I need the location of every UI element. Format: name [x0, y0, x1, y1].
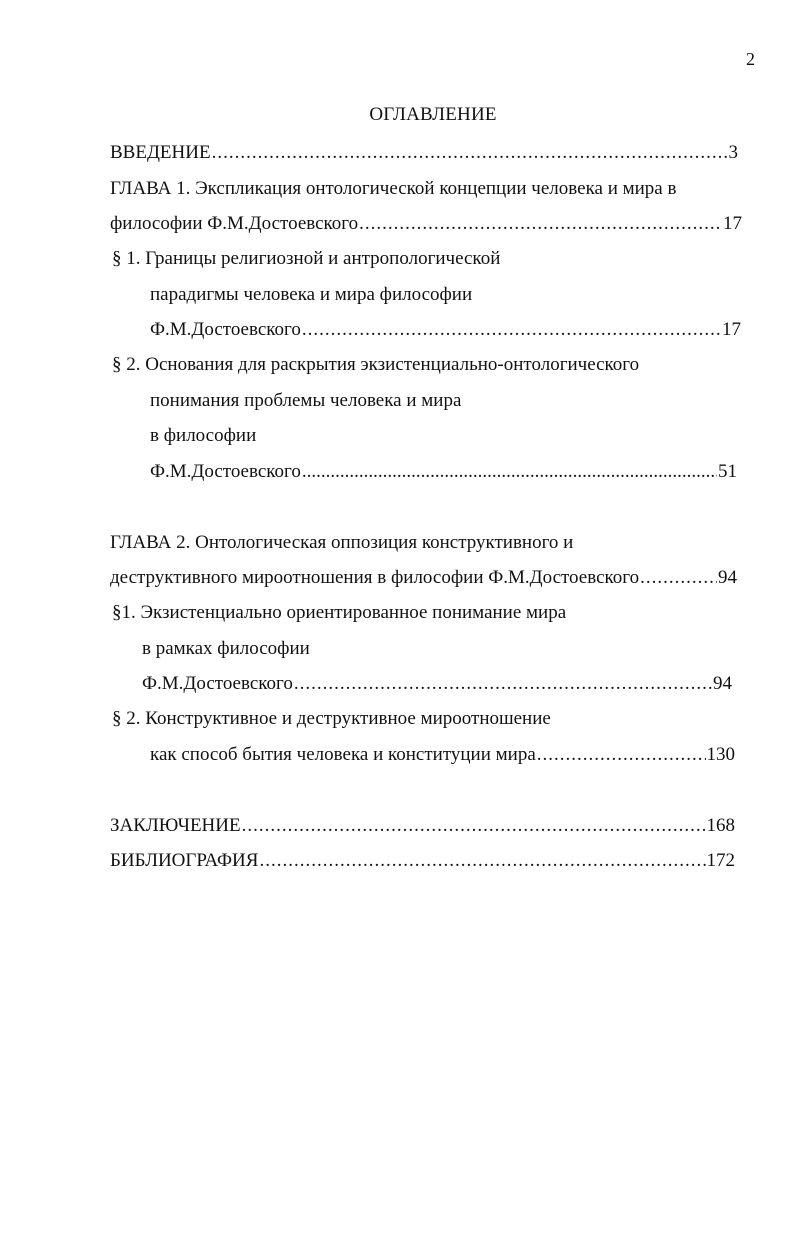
- toc-entry-label: Ф.М.Достоевского: [150, 461, 301, 482]
- toc-page-number: 172: [706, 850, 735, 871]
- leader-dots: [302, 317, 721, 343]
- toc-section-1-1-line2: парадигмы человека и мира философии: [150, 284, 473, 305]
- page-number: 2: [746, 49, 755, 69]
- toc-entry-chapter-1: [110, 211, 742, 237]
- toc-entry-label: Ф.М.Достоевского: [150, 319, 301, 340]
- toc-entry-bibliography: [110, 848, 735, 874]
- toc-section-2-2-line1: § 2. Конструктивное и деструктивное мироотношение: [112, 708, 551, 729]
- toc-section-1-2-line1: § 2. Основания для раскрытия экзистенциально-онтологического: [112, 354, 640, 375]
- toc-entry-section-1-2: [150, 459, 737, 485]
- toc-page-number: 17: [722, 319, 741, 340]
- leader-dots: [640, 565, 717, 591]
- toc-entry-label: БИБЛИОГРАФИЯ: [110, 850, 259, 871]
- toc-entry-label: ВВЕДЕНИЕ: [110, 142, 211, 163]
- toc-section-1-2-line3: в философии: [150, 425, 257, 446]
- toc-page-number: 130: [706, 744, 735, 765]
- toc-section-1-2-line2: понимания проблемы человека и мира: [150, 390, 462, 411]
- toc-page-number: 94: [713, 673, 732, 694]
- toc-section-2-1-line2: в рамках философии: [142, 638, 310, 659]
- toc-chapter-2-title: ГЛАВА 2. Онтологическая оппозиция конструктивного и: [110, 532, 574, 553]
- toc-entry-section-2-2: [150, 742, 735, 768]
- toc-entry-section-2-1: [142, 671, 732, 697]
- toc-page-number: 51: [718, 461, 737, 482]
- leader-dots: [212, 140, 728, 166]
- toc-chapter-1-title: ГЛАВА 1. Экспликация онтологической концепции человека и мира в: [110, 178, 677, 199]
- toc-page-number: 17: [723, 213, 742, 234]
- toc-entry-label: как способ бытия человека и конституции мира: [150, 744, 536, 765]
- toc-title: ОГЛАВЛЕНИЕ: [369, 104, 497, 125]
- leader-dots: [359, 211, 722, 237]
- toc-entry-section-1-1: [150, 317, 741, 343]
- leader-dots: [302, 459, 717, 485]
- leader-dots: [294, 671, 712, 697]
- leader-dots: [242, 813, 706, 839]
- toc-entry-label: Ф.М.Достоевского: [142, 673, 293, 694]
- toc-page-number: 168: [706, 815, 735, 836]
- toc-page-number: 94: [718, 567, 737, 588]
- toc-entry-conclusion: [110, 813, 735, 839]
- toc-entry-label: философии Ф.М.Достоевского: [110, 213, 359, 234]
- leader-dots: [537, 742, 706, 768]
- toc-entry-intro: [110, 140, 738, 166]
- leader-dots: [259, 848, 705, 874]
- toc-page-number: 3: [728, 142, 738, 163]
- toc-entry-label: деструктивного мироотношения в философии Ф.М.Достоевского: [110, 567, 640, 588]
- toc-section-1-1-line1: § 1. Границы религиозной и антропологической: [112, 248, 501, 269]
- toc-section-2-1-line1: §1. Экзистенциально ориентированное понимание мира: [112, 602, 567, 623]
- toc-entry-chapter-2: [110, 565, 737, 591]
- toc-entry-label: ЗАКЛЮЧЕНИЕ: [110, 815, 241, 836]
